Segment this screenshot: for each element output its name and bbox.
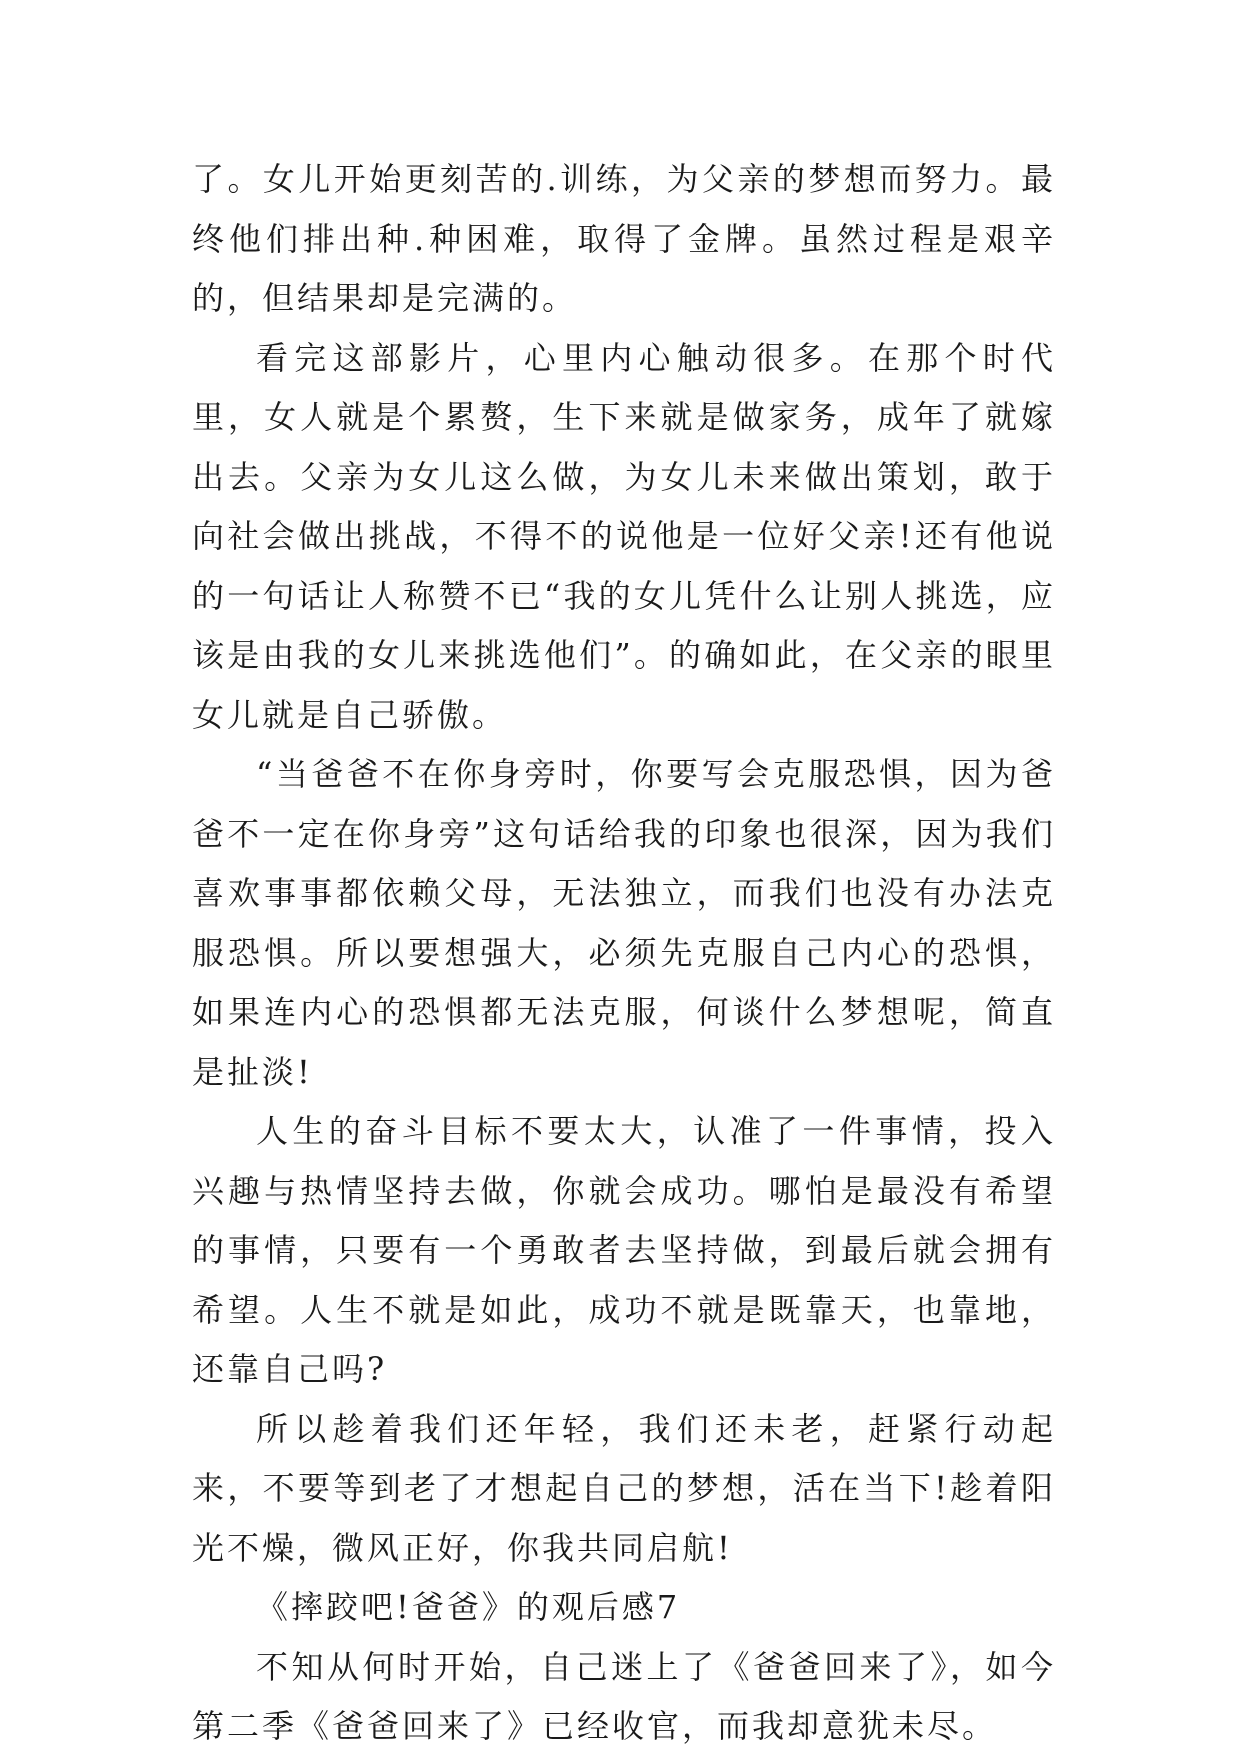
section-heading: 《摔跤吧!爸爸》的观后感7 [256,1588,681,1626]
paragraph-5: 所以趁着我们还年轻，我们还未老，赶紧行动起来，不要等到老了才想起自己的梦想，活在当下!趁着阳光不燥，微风正好，你我共同启航! [192,1409,1056,1567]
paragraph-3: “当爸爸不在你身旁时，你要写会克服恐惧，因为爸爸不一定在你身旁”这句话给我的印象也很深，因为我们喜欢事事都依赖父母，无法独立，而我们也没有办法克服恐惧。所以要想强大，必须先克服自己内心的恐惧，如果连内心的恐惧都无法克服，何谈什么梦想呢，简直是扯淡! [192,755,1056,1091]
paragraph-2: 看完这部影片，心里内心触动很多。在那个时代里，女人就是个累赘，生下来就是做家务，成年了就嫁出去。父亲为女儿这么做，为女儿未来做出策划，敢于向社会做出挑战，不得不的说他是一位好父亲!还有他说的一句话让人称赞不已“我的女儿凭什么让别人挑选，应该是由我的女儿来挑选他们”。的确如此，在父亲的眼里女儿就是自己骄傲。 [192,338,1056,734]
document-body [192,150,1056,1757]
paragraph-4: 人生的奋斗目标不要太大，认准了一件事情，投入兴趣与热情坚持去做，你就会成功。哪怕是最没有希望的事情，只要有一个勇敢者去坚持做，到最后就会拥有希望。人生不就是如此，成功不就是既靠天，也靠地，还靠自己吗? [192,1112,1056,1388]
paragraph-6: 不知从何时开始，自己迷上了《爸爸回来了》，如今第二季《爸爸回来了》已经收官，而我却意犹未尽。 [192,1647,1056,1745]
paragraph-1: 了。女儿开始更刻苦的.训练，为父亲的梦想而努力。最终他们排出种.种困难，取得了金牌。虽然过程是艰辛的，但结果却是完满的。 [192,160,1056,317]
